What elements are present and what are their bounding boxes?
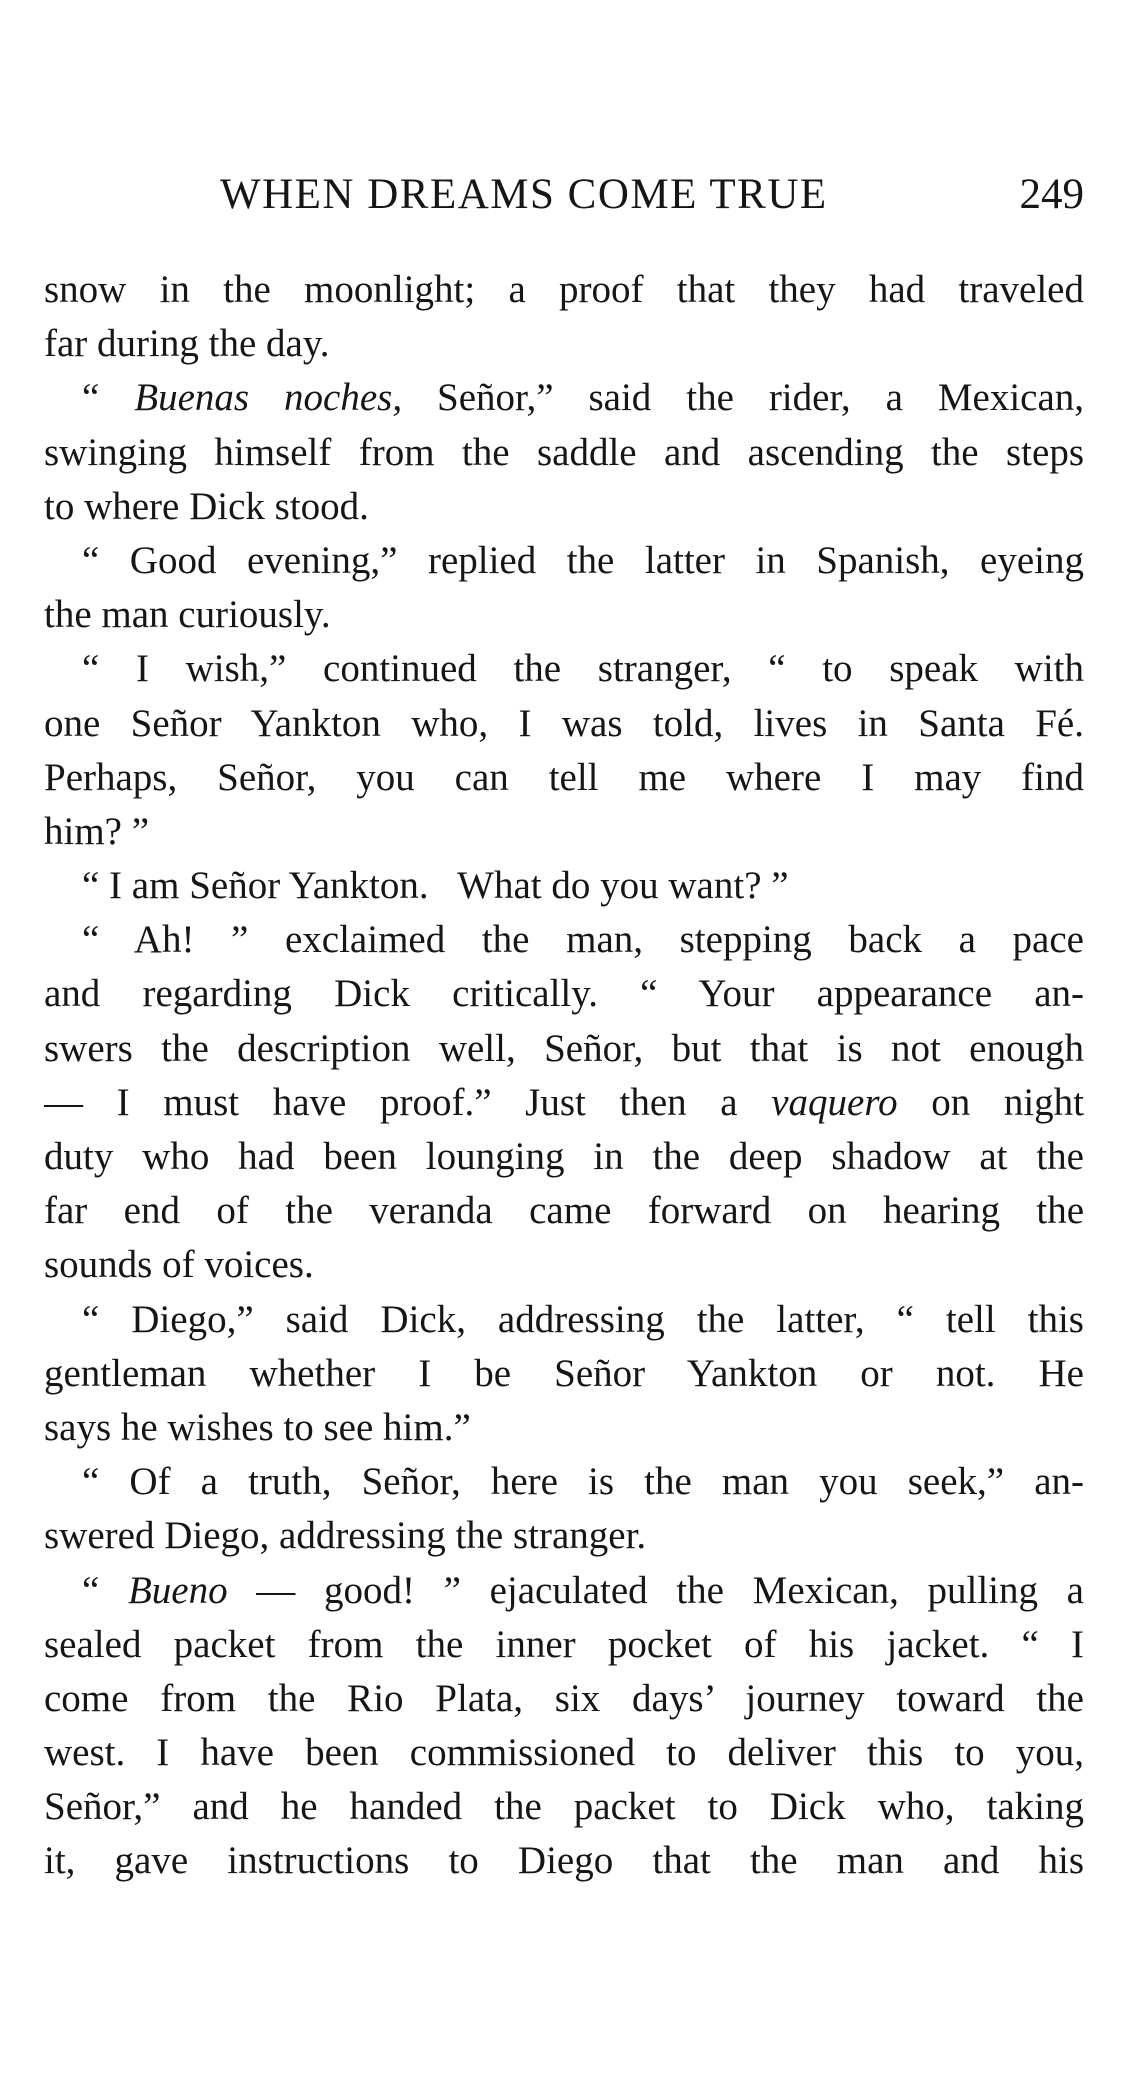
page-number: 249 [1019, 171, 1084, 218]
italic-buenas-noches: Buenas noches, [134, 376, 403, 420]
text-line-28: west. I have been commissioned to deliver this to you, [44, 1731, 1084, 1775]
text-line-30: it, gave instructions to Diego that the man and his [44, 1839, 1084, 1883]
open-quote: “ [82, 376, 135, 420]
text-line-17: duty who had been lounging in the deep shadow at the [44, 1135, 1084, 1178]
running-title: WHEN DREAMS COME TRUE [220, 171, 828, 218]
text-line-18: far end of the veranda came forward on hearing the [44, 1189, 1084, 1233]
text-line-26: sealed packet from the inner pocket of his jacket. “ I [44, 1622, 1084, 1666]
text-line-5: to where Dick stood. [44, 484, 369, 528]
text-line-3 [44, 371, 1084, 425]
text-line-29: Señor,” and he handed the packet to Dick who, taking [44, 1785, 1084, 1829]
text-line-4: swinging himself from the saddle and ascending the steps [44, 430, 1084, 474]
text-line-1: snow in the moonlight; a proof that they had traveled [44, 268, 1084, 311]
text-line-7: the man curiously. [44, 593, 331, 637]
italic-vaquero: vaquero [771, 1080, 898, 1124]
text-line-14: and regarding Dick critically. “ Your appearance an- [44, 972, 1084, 1016]
text-line-16-end: on night [931, 1080, 1084, 1124]
text-line-3-rest: Señor,” said the rider, a Mexican, [437, 376, 1084, 420]
text-line-8: “ I wish,” continued the stranger, “ to speak with [82, 647, 1084, 691]
text-line-23: “ Of a truth, Señor, here is the man you seek,” an- [82, 1460, 1084, 1504]
text-line-25-rest: — good! ” ejaculated the Mexican, pulling a [256, 1568, 1084, 1612]
text-line-15: swers the description well, Señor, but that is not enough [44, 1026, 1084, 1070]
text-line-16-start: — I must have proof.” Just then a [44, 1080, 738, 1124]
text-line-21: gentleman whether I be Señor Yankton or not. He [44, 1351, 1084, 1395]
text-line-2: far during the day. [44, 322, 330, 366]
text-line-20: “ Diego,” said Dick, addressing the latter, “ tell this [82, 1297, 1084, 1341]
open-quote-2: “ [82, 1568, 128, 1612]
text-line-10: Perhaps, Señor, you can tell me where I may find [44, 755, 1084, 799]
text-line-9: one Señor Yankton who, I was told, lives in Santa Fé. [44, 701, 1084, 745]
body-text [44, 263, 1084, 1889]
text-line-6: “ Good evening,” replied the latter in Spanish, eyeing [82, 538, 1084, 582]
text-line-25 [44, 1564, 1084, 1618]
running-head [44, 170, 1084, 220]
text-line-11: him? ” [44, 809, 150, 853]
text-line-13: “ Ah! ” exclaimed the man, stepping back a pace [82, 918, 1084, 962]
text-line-24: swered Diego, addressing the stranger. [44, 1514, 647, 1558]
text-line-12: “ I am Señor Yankton. What do you want? ” [82, 864, 789, 908]
text-line-16 [44, 1076, 1084, 1130]
text-line-19: sounds of voices. [44, 1243, 314, 1287]
text-line-27: come from the Rio Plata, six days’ journey toward the [44, 1676, 1084, 1720]
text-line-22: says he wishes to see him.” [44, 1405, 471, 1449]
italic-bueno: Bueno [127, 1568, 228, 1612]
